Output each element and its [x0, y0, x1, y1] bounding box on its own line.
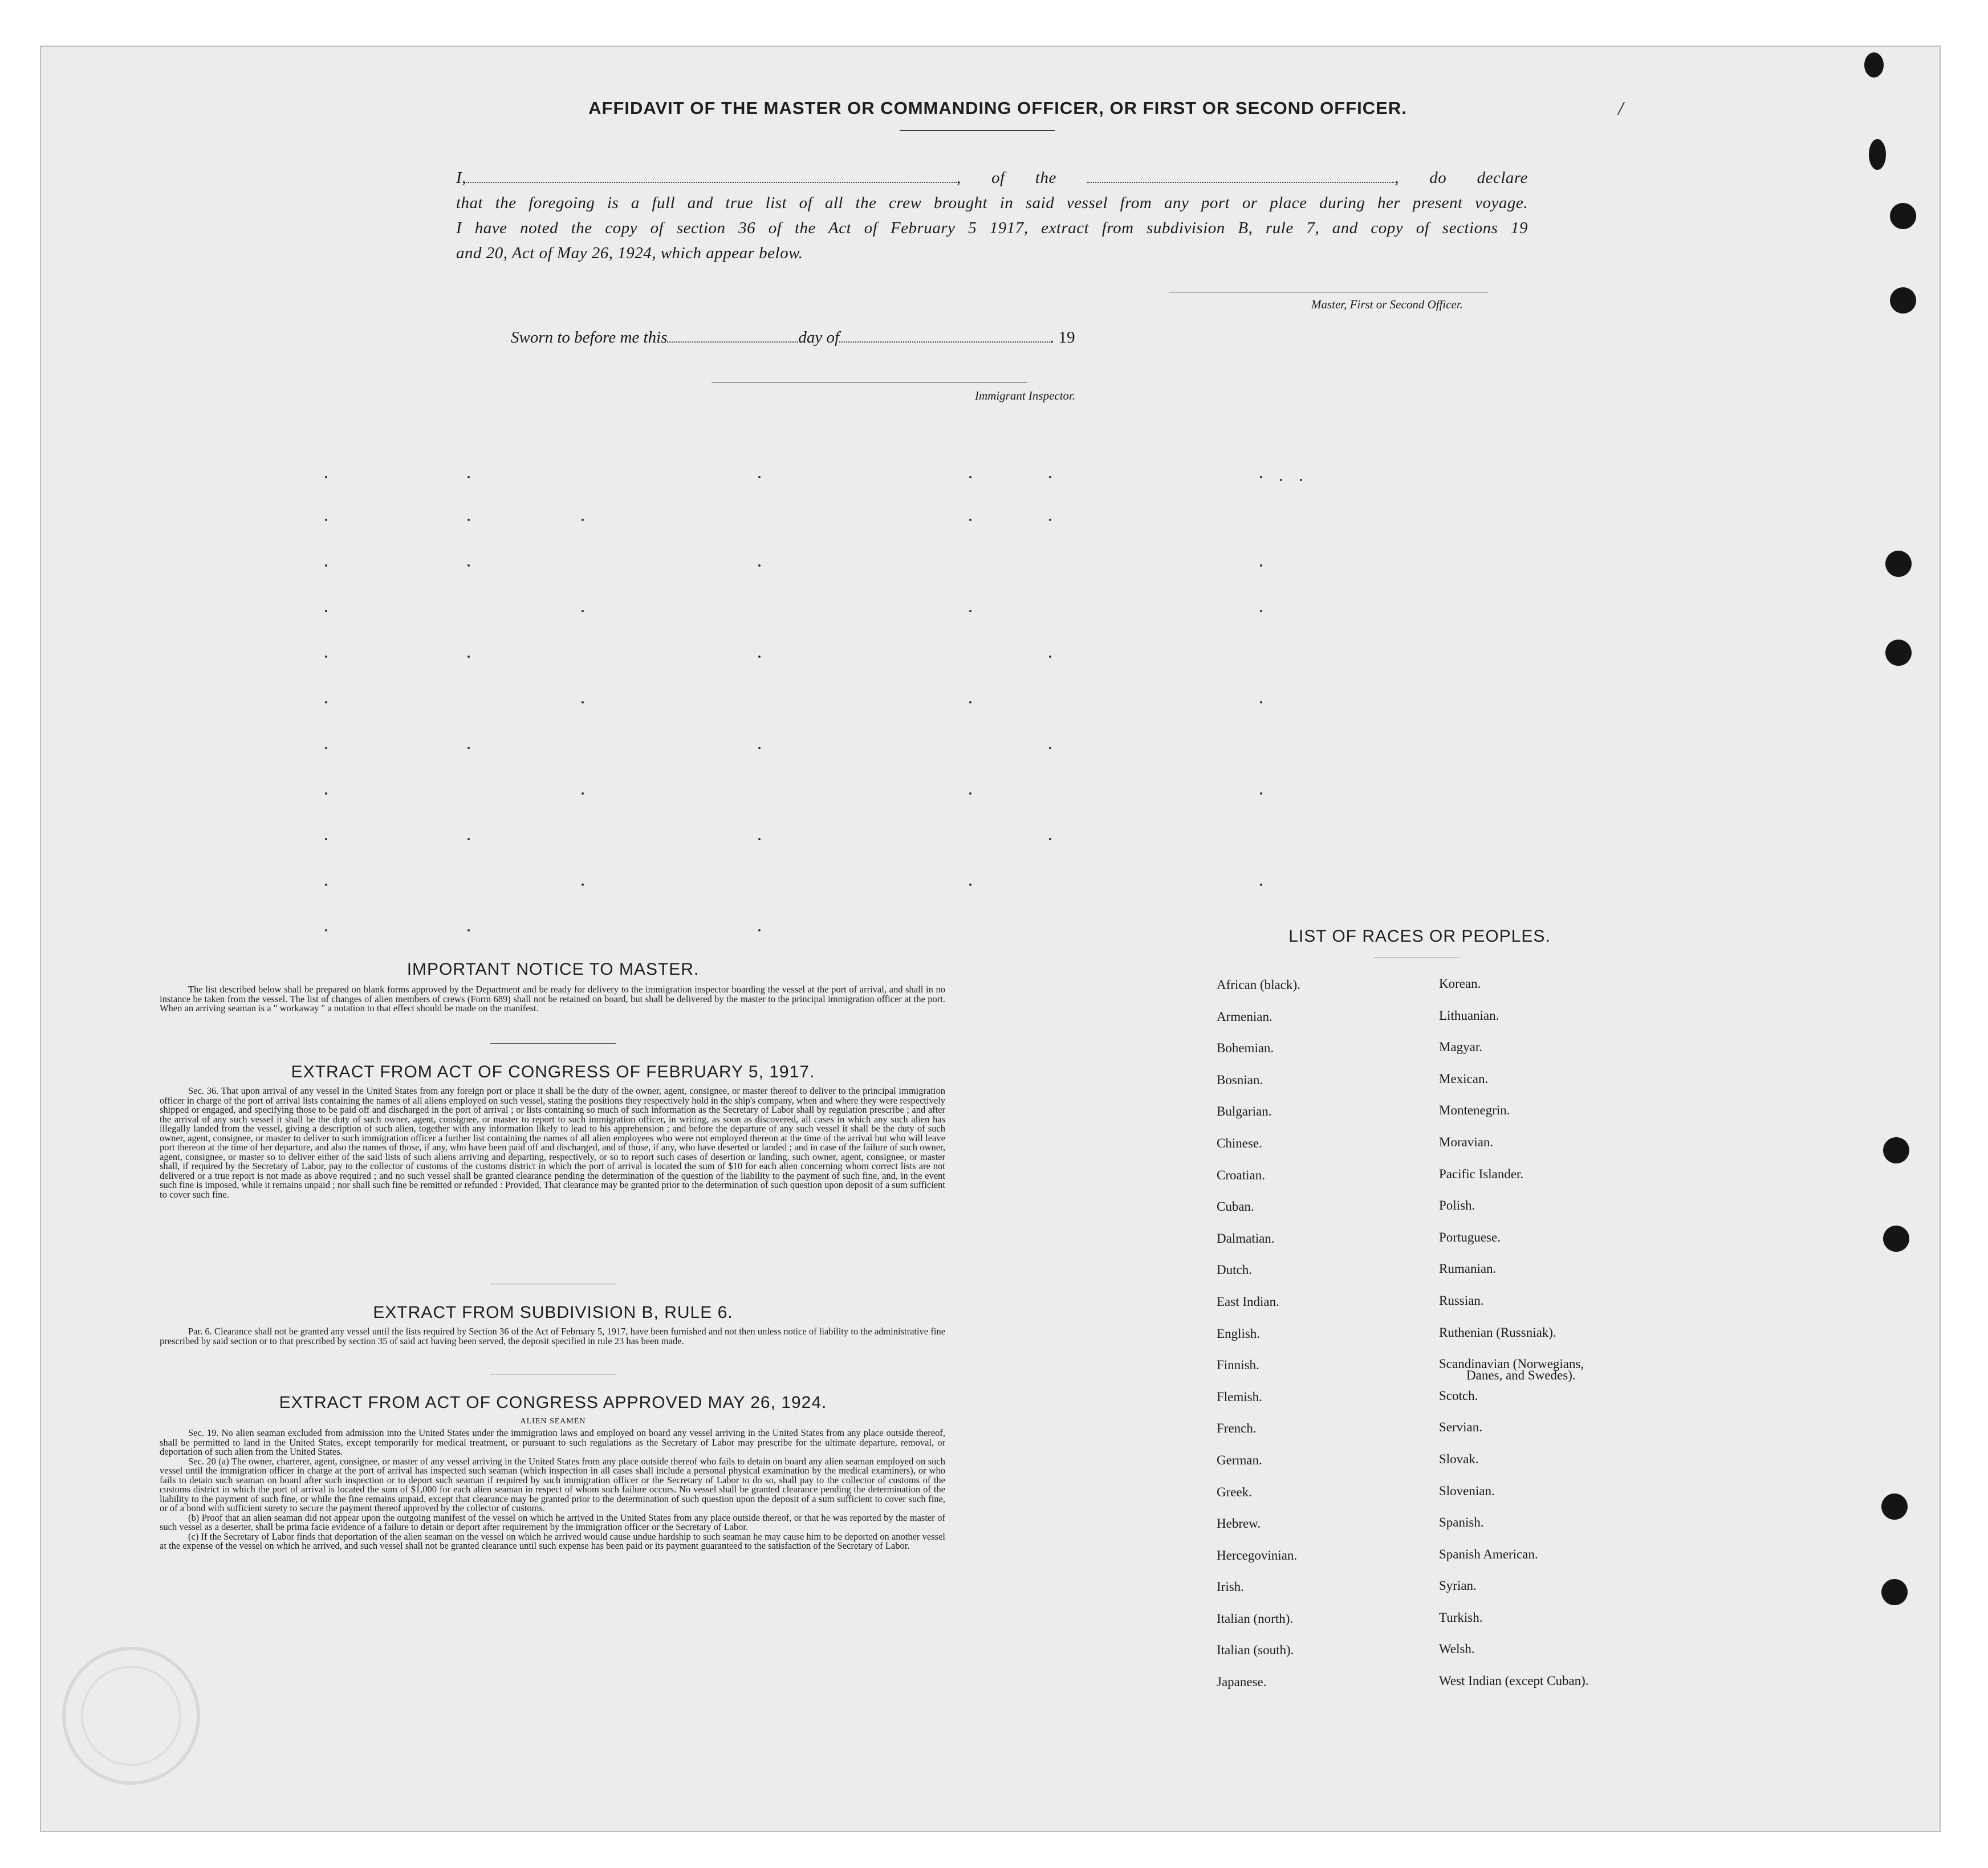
sec-20a-paragraph: Sec. 20 (a) The owner, charterer, agent, consignee, or master of any vessel arriving in the United States from any place outside thereof who fails to detain on board any alien seaman employed on such vessel until the immigration officer in charge at the port of arrival has inspected such seaman (which inspection in all cases shall include a personal physical examination by the medical examiners), or who fails to detain such seaman on board after such inspection or to deport such seaman if required by such immigration officer or the Secretary of Labor to do so, shall pay to the collector of customs of the customs district in which the port of arrival is located the sum of $1,000 for each alien seaman in respect of whom such failure occurs. No vessel shall be granted clearance pending the determination of the liability to the payment of such fine, or while the fine remains unpaid, except that clearance may be granted prior to the determination of such question upon the deposit of a sum sufficient to cover such fine, or of a bond with sufficient surety to secure the payment thereof approved by the collector of customs. — [160, 1455, 945, 1513]
race-item: Lithuanian. — [1439, 1008, 1499, 1023]
notice-title: IMPORTANT NOTICE TO MASTER. — [406, 960, 700, 979]
race-item: German. — [1217, 1452, 1262, 1467]
extract-1917-title: EXTRACT FROM ACT OF CONGRESS OF FEBRUARY 5, 1917. — [291, 1063, 815, 1081]
race-item: Bosnian. — [1217, 1072, 1263, 1087]
rule6-body — [160, 1327, 945, 1346]
race-item: Flemish. — [1217, 1389, 1262, 1404]
sec-20c-paragraph: (c) If the Secretary of Labor finds that deportation of the alien seaman on the vessel on which he arrived would cause undue hardship to such seaman he may cause him to be deported on another vessel at the expense of the vessel on which he arrived, and such vessel shall not be granted clearance until such expense has been paid or its payment guaranteed to the satisfaction of the Secretary of Labor. — [160, 1531, 945, 1551]
race-item: Hercegovinian. — [1217, 1548, 1298, 1562]
race-item: Moravian. — [1439, 1134, 1494, 1149]
race-item: Korean. — [1439, 976, 1481, 991]
race-item: Scandinavian (Norwegians, — [1439, 1357, 1584, 1372]
race-item: Greek. — [1217, 1484, 1252, 1499]
punch-hole — [1883, 1137, 1909, 1163]
sworn-month-field[interactable] — [839, 329, 1050, 343]
master-signature-label: Master, First or Second Officer. — [1311, 298, 1463, 311]
punch-hole — [1890, 287, 1916, 314]
extract-1917-body — [160, 1086, 945, 1199]
race-item: Bulgarian. — [1217, 1104, 1272, 1119]
sworn-label: Sworn to before me this — [511, 328, 668, 347]
race-item: Finnish. — [1217, 1358, 1259, 1373]
rule6-title: EXTRACT FROM SUBDIVISION B, RULE 6. — [373, 1303, 733, 1322]
race-item: Montenegrin. — [1439, 1103, 1510, 1118]
par-6-paragraph: Par. 6. Clearance shall not be granted any vessel until the lists required by Section 36 of the Act of February 5, 1917, have been furnished and not then unless notice of liability to the administrative fine prescribed by said section or to that prescribed by section 35 of said act having been served, the deposit specified in rule 23 has been made. — [160, 1326, 945, 1346]
extract-1924-title: EXTRACT FROM ACT OF CONGRESS APPROVED MAY 26, 1924. — [279, 1393, 827, 1412]
race-item: Bohemian. — [1217, 1041, 1274, 1056]
declare-label: , do declare — [1395, 169, 1528, 187]
race-item: Chinese. — [1217, 1136, 1262, 1150]
punch-hole — [1885, 640, 1912, 666]
races-title: LIST OF RACES OR PEOPLES. — [1288, 927, 1551, 946]
day-of-label: day of — [798, 328, 840, 347]
race-item: Scotch. — [1439, 1388, 1478, 1403]
notice-body — [160, 985, 945, 1014]
race-item: Dutch. — [1217, 1263, 1252, 1277]
race-item: West Indian (except Cuban). — [1439, 1674, 1589, 1688]
punch-hole — [1885, 551, 1912, 577]
notice-paragraph: The list described below shall be prepared on blank forms approved by the Department and be ready for delivery to the immigration inspector boarding the vessel at the port of arrival, and shall in no instance be taken from the vessel. The list of changes of alien members of crews (Form 689) shall not be retained on board, but shall be delivered by the master to the principal immigration officer at the port. When an arriving seaman is a " workaway " a notation to that effect should be made on the manifest. — [160, 984, 945, 1014]
race-item: Slovak. — [1439, 1451, 1479, 1466]
inspector-label: Immigrant Inspector. — [975, 389, 1076, 402]
declarant-label: I, — [456, 169, 466, 187]
ink-blot — [1864, 52, 1884, 78]
race-item: Portuguese. — [1439, 1230, 1501, 1244]
race-item: Polish. — [1439, 1198, 1475, 1213]
affidavit-line-2: that the foregoing is a full and true list of all the crew brought in said vessel from any port or place during her present voyage. — [456, 194, 1528, 212]
race-item: Spanish American. — [1439, 1547, 1538, 1561]
affidavit-line-3: I have noted the copy of section 36 of the Act of February 5 1917, extract from subdivision B, rule 7, and copy of sections 19 — [456, 219, 1528, 237]
race-item: Rumanian. — [1439, 1261, 1497, 1276]
race-item: Syrian. — [1439, 1578, 1477, 1593]
sec-20b-paragraph: (b) Proof that an alien seaman did not appear upon the outgoing manifest of the vessel on which he arrived in the United States from any place outside thereof, or that he was reported by the master of such vessel as a deserter, shall be prima facie evidence of a failure to detain or deport after requirement by the immigration officer or the Secretary of Labor. — [160, 1512, 945, 1532]
sworn-line: Sworn to before me this day of . 19 — [511, 328, 1075, 347]
punch-hole — [1881, 1579, 1908, 1605]
race-item: Spanish. — [1439, 1515, 1484, 1530]
document-sheet — [40, 46, 1941, 1832]
race-item: Armenian. — [1217, 1009, 1273, 1024]
race-item: Irish. — [1217, 1580, 1244, 1594]
race-item: Dalmatian. — [1217, 1231, 1275, 1246]
race-item: Ruthenian (Russniak). — [1439, 1325, 1556, 1340]
race-item: Croatian. — [1217, 1167, 1265, 1182]
embossed-seal — [57, 1642, 205, 1790]
affidavit-line-4: and 20, Act of May 26, 1924, which appear below. — [456, 244, 803, 262]
race-item: Italian (north). — [1217, 1611, 1294, 1626]
affidavit-title: AFFIDAVIT OF THE MASTER OR COMMANDING OFFICER, OR FIRST OR SECOND OFFICER. — [588, 98, 1407, 118]
race-item: East Indian. — [1217, 1294, 1279, 1309]
declarant-name-field[interactable] — [466, 169, 957, 183]
race-item: Magyar. — [1439, 1040, 1483, 1055]
race-item: Pacific Islander. — [1439, 1166, 1524, 1181]
affidavit-line-1 — [456, 169, 1528, 188]
title-underline — [900, 130, 1055, 131]
race-item: Cuban. — [1217, 1199, 1254, 1214]
section-36-paragraph: Sec. 36. That upon arrival of any vessel in the United States from any foreign port or place it shall be the duty of the owner, agent, consignee, or master thereof to deliver to the principal immigration officer in charge of the port of arrival lists containing the names of all aliens employed on such vessel, stating the positions they respectively hold in the ship's company, when and where they were respectively shipped or engaged, and specifying those to be paid off and discharged in the port of arrival ; or lists containing so much of such information as the Secretary of Labor shall by regulation prescribe ; and after the arrival of any such vessel it shall be the duty of such owner, agent, consignee, or master to report to such immigration officer, in writing, as soon as discovered, all cases in which any such alien has illegally landed from the vessel, giving a description of such alien, together with any information likely to lead to his apprehension ; and before the departure of any such vessel it shall be the duty of such owner, agent, consignee, or master to deliver to such immigration officer a further list containing the names of all alien employees who were not employed thereon at the time of the arrival but who will leave port thereon at the time of her departure, and also the names of those, if any, who have been paid off and discharged, and of those, if any, who have deserted or landed ; and in case of the failure of such owner, agent, consignee, or master so to deliver either of the said lists of such aliens arriving and departing, respectively, or so to report such cases of desertion or landing, such owner, agent, consignee, or master shall, if required by the Secretary of Labor, pay to the collector of customs of the customs district in which the port of arrival is located the sum of $10 for each alien concerning whom correct lists are not delivered or a true report is not made as above required ; and no such vessel shall be granted clearance pending the determination of the question of the liability to the payment of such fine, and, in the event such fine is imposed, while it remains unpaid ; nor shall such fine be remitted or refunded : Provided, That clearance may be granted prior to the determination of such question upon deposit of a sum sufficient to cover such fine. — [160, 1085, 945, 1200]
vessel-name-field[interactable] — [1087, 169, 1395, 183]
sworn-year-label: 19 — [1058, 328, 1075, 347]
sec-19-paragraph: Sec. 19. No alien seaman excluded from admission into the United States under the immigration laws and employed on board any vessel arriving in the United States from any place outside thereof, shall be permitted to land in the United States, except temporarily for medical treatment, or pursuant to such regulations as the Secretary of Labor may prescribe for the ultimate departure, removal, or deportation of such alien from the United States. — [160, 1427, 945, 1457]
alien-seamen-subtitle: ALIEN SEAMEN — [520, 1417, 586, 1426]
race-item-continuation: Danes, and Swedes). — [1466, 1368, 1576, 1382]
race-item: Hebrew. — [1217, 1516, 1261, 1531]
race-item: African (black). — [1217, 978, 1300, 992]
page-number-mark: / — [1618, 98, 1624, 119]
races-left-column — [1217, 969, 1300, 1698]
punch-hole — [1881, 1493, 1908, 1520]
race-item: Mexican. — [1439, 1071, 1489, 1086]
races-right-column — [1439, 968, 1589, 1697]
sworn-day-field[interactable] — [667, 329, 798, 343]
vessel-label: , of the — [956, 169, 1056, 187]
punch-hole — [1890, 203, 1916, 229]
extract-1924-body — [160, 1429, 945, 1551]
race-item: Russian. — [1439, 1293, 1484, 1308]
race-item: French. — [1217, 1421, 1257, 1436]
race-item: Turkish. — [1439, 1610, 1483, 1625]
section-divider — [490, 1043, 616, 1044]
race-item: English. — [1217, 1326, 1261, 1341]
race-item: Servian. — [1439, 1420, 1483, 1435]
race-item: Slovenian. — [1439, 1483, 1495, 1498]
ink-blot — [1869, 139, 1886, 170]
race-item: Welsh. — [1439, 1642, 1475, 1657]
punch-hole — [1883, 1226, 1909, 1252]
race-item: Italian (south). — [1217, 1643, 1294, 1658]
race-item: Japanese. — [1217, 1675, 1267, 1690]
